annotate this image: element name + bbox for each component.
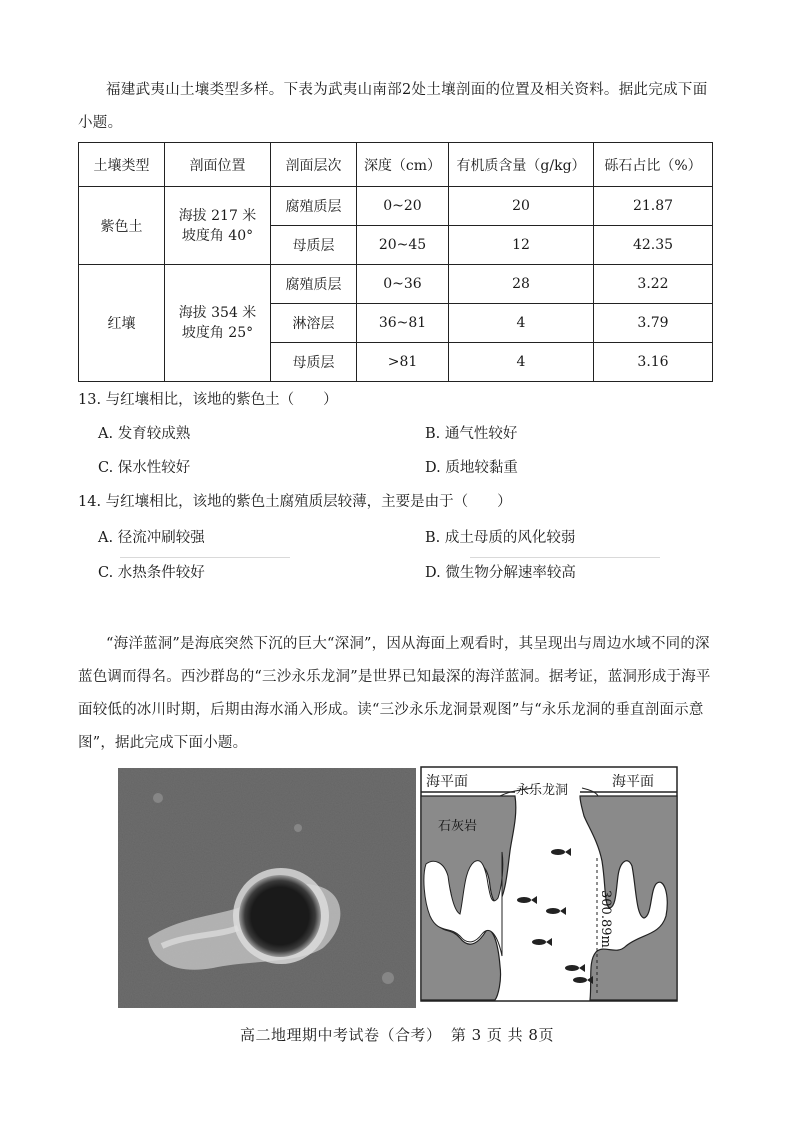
layer-cell: 淋溶层 [271,304,357,343]
table-row [79,187,713,226]
slope-text: 坡度角 25° [181,325,254,341]
coral-spot [294,824,302,832]
depth-cell: 36~81 [357,304,449,343]
scan-smudge-line [470,557,660,558]
header-organic: 有机质含量（g/kg） [449,143,594,187]
footer-page-number: 第 3 页 共 8页 [450,1026,554,1044]
soil-type-cell: 紫色土 [79,187,165,265]
layer-cell: 母质层 [271,343,357,382]
q13-option-d[interactable]: D. 质地较黏重 [425,460,518,476]
location-cell [165,187,271,265]
layer-cell: 腐殖质层 [271,187,357,226]
q14-option-a[interactable]: A. 径流冲刷较强 [98,530,205,546]
gravel-cell: 42.35 [594,226,713,265]
coral-spot [382,972,394,984]
question-14-stem: 14. 与红壤相比，该地的紫色土腐殖质层较薄，主要是由于（ ） [78,494,512,510]
intro-paragraph-blue-hole: “海洋蓝洞”是海底突然下沉的巨大“深洞”，因从海面上观看时，其呈现出与周边水域不同的深蓝色调而得名。西沙群岛的“三沙永乐龙洞”是世界已知最深的海洋蓝洞。据考证，蓝洞形成于海平面较低的冰川时期，后期由海水涌入形成。读“三沙永乐龙洞景观图”与“永乐龙洞的垂直剖面示意图”，据此完成下面小题。 [78,636,711,751]
organic-cell: 28 [449,265,594,304]
slope-text: 坡度角 40° [181,227,254,244]
gravel-cell: 3.79 [594,304,713,343]
elevation-text: 海拔 354 米 [178,305,257,321]
q14-option-b[interactable]: B. 成土母质的风化较弱 [425,530,576,546]
gravel-cell: 3.22 [594,265,713,304]
q14-option-d[interactable]: D. 微生物分解速率较高 [425,565,576,581]
organic-cell: 20 [449,187,594,226]
organic-cell: 4 [449,304,594,343]
hole-name-label: 永乐龙洞 [516,783,569,798]
header-gravel: 砾石占比（%） [594,143,713,187]
question-13-stem: 13. 与红壤相比，该地的紫色土（ ） [78,392,338,408]
scan-smudge-line [120,557,290,558]
soil-type-cell: 红壤 [79,265,165,382]
blue-hole-profile-diagram [420,766,678,1002]
gravel-cell: 21.87 [594,187,713,226]
organic-cell: 12 [449,226,594,265]
header-location: 剖面位置 [165,143,271,187]
organic-cell: 4 [449,343,594,382]
blue-hole-photo [118,768,416,1008]
q13-option-a[interactable]: A. 发育较成熟 [98,426,191,442]
soil-profile-table [78,142,713,382]
blue-hole [239,875,321,957]
q13-option-c[interactable]: C. 保水性较好 [98,460,191,476]
header-layer: 剖面层次 [271,143,357,187]
q14-option-c[interactable]: C. 水热条件较好 [98,565,205,581]
gravel-cell: 3.16 [594,343,713,382]
footer-title: 高二地理期中考试卷（合考） [240,1026,442,1044]
location-cell [165,265,271,382]
depth-cell: 0~20 [357,187,449,226]
q13-option-b[interactable]: B. 通气性较好 [425,426,518,442]
page-footer [0,1024,794,1045]
elevation-text: 海拔 217 米 [178,207,257,224]
coral-spot [153,793,163,803]
header-soil-type: 土壤类型 [79,143,165,187]
table-header-row [79,143,713,187]
layer-cell: 母质层 [271,226,357,265]
depth-cell: 20~45 [357,226,449,265]
sea-level-label-left: 海平面 [426,774,468,790]
layer-cell: 腐殖质层 [271,265,357,304]
rock-label: 石灰岩 [438,819,478,834]
intro-paragraph-soil: 福建武夷山土壤类型多样。下表为武夷山南部2处土壤剖面的位置及相关资料。据此完成下面小题。 [78,82,708,131]
depth-label: 300.89m [598,890,613,948]
sea-level-label-right: 海平面 [612,774,654,790]
header-depth: 深度（cm） [357,143,449,187]
depth-cell: >81 [357,343,449,382]
table-row [79,265,713,304]
depth-cell: 0~36 [357,265,449,304]
